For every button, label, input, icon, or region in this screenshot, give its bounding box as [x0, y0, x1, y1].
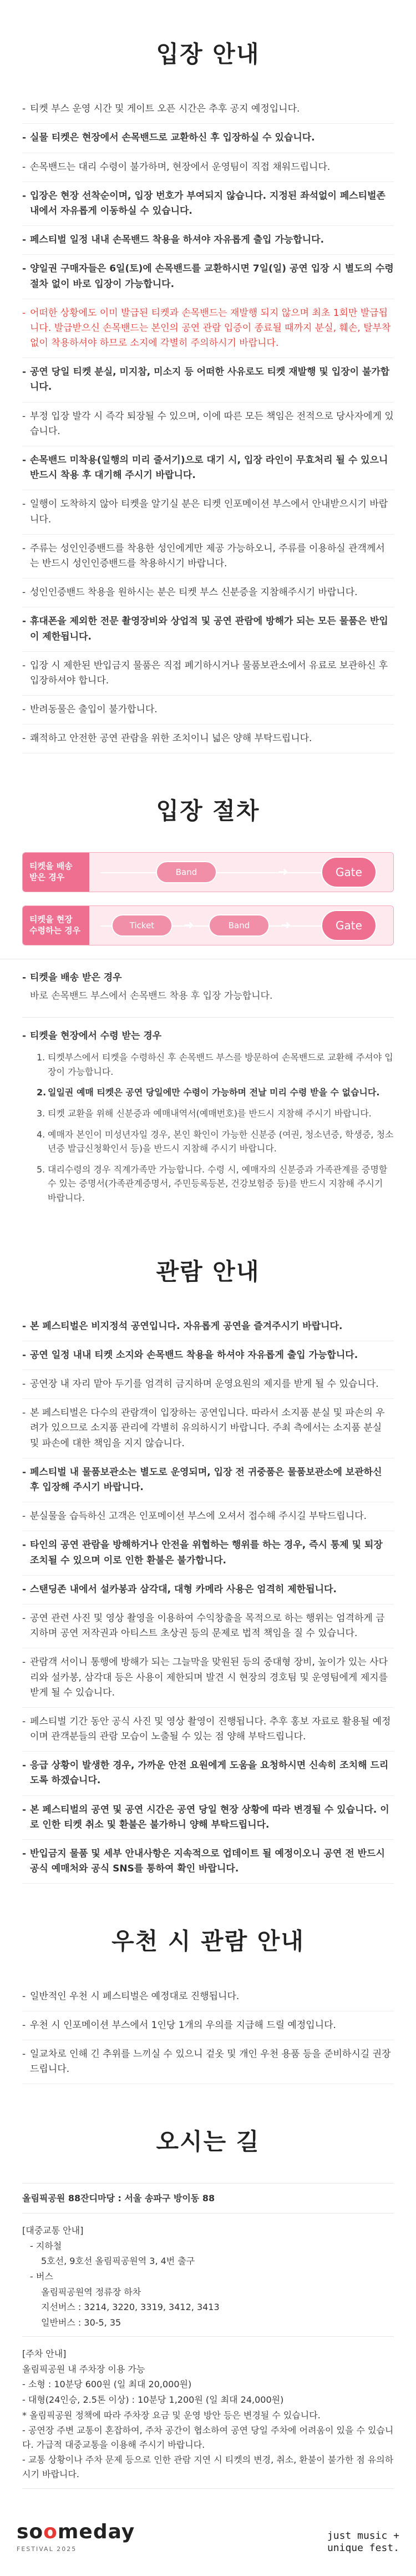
logo-accent: o	[43, 2520, 58, 2543]
divider	[22, 1017, 394, 1018]
parking-line: - 공연장 주변 교통이 혼잡하여, 주차 공간이 협소하여 공연 당일 주차에 어려움이 있을 수 있습니다. 가급적 대중교통을 이용해 주시기 바랍니다.	[22, 2425, 394, 2450]
transit-heading: [대중교통 안내]	[22, 2225, 84, 2236]
list-item: - 스탠딩존 내에서 설카봉과 삼각대, 대형 카메라 사용은 엄격히 제한됩니다.	[22, 1576, 394, 1604]
list-item: - 쾌적하고 안전한 공연 관람을 위한 조치이니 넓은 양해 부탁드립니다.	[22, 724, 394, 753]
list-item: - 본 페스티벌은 다수의 관람객이 입장하는 공연입니다. 따라서 소지품 분실 및 파손의 우려가 있으므로 소지품 관리에 각별히 유의하시기 바랍니다. 주최 측에서는 소지품 분실 및 파손에 대한 책임을 지지 않습니다.	[22, 1399, 394, 1458]
entry-procedure-title: 입장 절차	[156, 797, 260, 825]
list-item: - 입장은 현장 선착순이며, 입장 번호가 부여되지 않습니다. 지정된 좌석없이 페스티벌존 내에서 자유롭게 이동하실 수 있습니다.	[22, 182, 394, 226]
list-item: - 일행이 도착하지 않아 티켓을 알기실 분은 티켓 인포메이션 부스에서 안내받으시기 바랍니다.	[22, 490, 394, 534]
bus-line-general: 일반버스 : 30-5, 35	[41, 2317, 121, 2328]
venue-address: 올림픽공원 88잔디마당 : 서울 송파구 방이동 88	[22, 2183, 394, 2214]
step-number: 1.	[37, 1052, 45, 1063]
step-text: 티켓 교환을 위해 신분증과 예매내역서(예매번호)를 반드시 지참해 주시기 바랍니다.	[48, 1108, 372, 1119]
list-item: - 관람객 서이니 통행에 방해가 되는 그늘막을 맞원된 등의 중대형 장비, 높이가 있는 사다리와 설카봉, 삼각대 등은 사용이 제한되며 발견 시 현장의 경호팀 및 운영팀에게 제지를 받게 될 수 있습니다.	[22, 1648, 394, 1708]
parking-line: 올림픽공원 내 주차장 이용 가능	[22, 2363, 145, 2374]
list-item: - 주류는 성인인증밴드를 착용한 성인에게만 제공 가능하오니, 주류를 이용하실 관객께서는 반드시 성인인증밴드를 착용하시기 바랍니다.	[22, 535, 394, 578]
list-item: - 페스티벌 일정 내내 손목밴드 착용을 하셔야 자유롭게 출입 가능합니다.	[22, 226, 394, 255]
step-number: 3.	[37, 1108, 45, 1119]
procedure-step	[37, 1082, 394, 1103]
bus-label: - 버스	[30, 2271, 53, 2282]
ticket-step: Ticket	[111, 914, 173, 937]
list-item: - 휴대폰을 제외한 전문 촬영장비와 상업적 및 공연 관람에 방해가 되는 모든 물품은 반입이 제한됩니다.	[22, 607, 394, 651]
list-item: - 본 페스티벌의 공연 및 공연 시간은 공연 당일 현장 상황에 따라 변경될 수 있습니다. 이로 인한 티켓 취소 및 환불은 불가하니 양해 부탁드립니다.	[22, 1796, 394, 1840]
directions-section	[0, 2123, 416, 2488]
list-item: - 일교차로 인해 긴 추위를 느끼실 수 있으니 겉옷 및 개인 우천 용품 등을 준비하시길 권장드립니다.	[22, 2040, 394, 2084]
transit-block	[22, 2213, 394, 2337]
list-item: - 반려동물은 출입이 불가합니다.	[22, 696, 394, 724]
procedure-step	[37, 1159, 394, 1209]
list-item: - 부정 입장 발각 시 즉각 퇴장될 수 있으며, 이에 따른 모든 책임은 전적으로 당사자에게 있습니다.	[22, 402, 394, 446]
flow-onsite-label: 티켓을 현장 수령하는 경우	[23, 906, 89, 945]
gate-step: Gate	[321, 857, 377, 888]
entry-info-title: 입장 안내	[156, 41, 260, 68]
step-text: 대리수령의 경우 직계가족만 가능합니다. 수령 시, 예매자의 신분증과 가족관계를 증명할 수 있는 증명서(가족관계증명서, 주민등록등본, 건강보험증 등)를 반드시 지참해 주시기 바랍니다.	[48, 1164, 388, 1203]
rain-info-section	[0, 1923, 416, 2084]
parking-line: - 소형 : 10분당 600원 (일 최대 20,000원)	[22, 2379, 192, 2390]
case1-sub: 바로 손목밴드 부스에서 손목밴드 착용 후 입장 가능합니다.	[30, 990, 273, 1002]
list-item: - 우천 시 인포메이션 부스에서 1인당 1개의 우의를 지급해 드릴 예정입니다.	[22, 2011, 394, 2040]
step-number: 2.	[37, 1087, 47, 1098]
tagline-line1: just music +	[327, 2530, 399, 2542]
logo-subtitle: FESTIVAL 2025	[17, 2545, 77, 2553]
procedure-step	[37, 1047, 394, 1082]
directions-body	[0, 2183, 416, 2489]
viewing-info-list	[0, 1312, 416, 1884]
band-step: Band	[156, 861, 217, 883]
list-item: - 공연 관련 사진 및 영상 촬영을 이용하여 수익창출을 목적으로 하는 행위는 엄격하게 금지하며 공연 저작권과 아티스트 초상권 등의 문제로 법적 책임을 질 수 있습니다.	[22, 1604, 394, 1648]
arrow-icon: ➜	[278, 865, 288, 879]
bus-line-branch: 지선버스 : 3214, 3220, 3319, 3412, 3413	[41, 2302, 220, 2313]
list-item: - 손목밴드 미착용(일행의 미리 줄서기)으로 대기 시, 입장 라인이 무효처리 될 수 있으니 반드시 착용 후 대기해 주시기 바랍니다.	[22, 446, 394, 490]
procedure-step	[37, 1124, 394, 1159]
logo-part: so	[17, 2520, 44, 2543]
list-item: - 페스티벌 내 물품보관소는 별도로 운영되며, 입장 전 귀중품은 물품보관소에 보관하신 후 입장해 주시기 바랍니다.	[22, 1458, 394, 1502]
flow-delivered-track	[89, 853, 393, 892]
list-item: - 성인인증밴드 착용을 원하시는 분은 티켓 부스 신분증을 지참해주시기 바랍니다.	[22, 578, 394, 607]
entry-info-list	[0, 95, 416, 753]
list-item: - 반입금지 물품 및 세부 안내사항은 지속적으로 업데이트 될 예정이오니 공연 전 반드시 공식 예매처와 공식 SNS를 통하여 확인 바랍니다.	[22, 1840, 394, 1884]
footer	[0, 2489, 416, 2565]
parking-heading: [주차 안내]	[22, 2348, 67, 2359]
step-text: 일일권 예매 티켓은 공연 당일에만 수령이 가능하며 전날 미리 수령 받을 수 없습니다.	[48, 1087, 380, 1098]
flow-delivered	[22, 852, 394, 892]
procedure-list	[0, 965, 416, 1209]
list-item: - 타인의 공연 관람을 방해하거나 안전을 위협하는 행위를 하는 경우, 즉시 통제 및 퇴장 조치될 수 있으며 이로 인한 환불은 불가합니다.	[22, 1531, 394, 1575]
case1-head: - 티켓을 배송 받은 경우	[22, 965, 394, 989]
band-step: Band	[209, 914, 270, 937]
list-item: - 페스티벌 기간 동안 공식 사진 및 영상 촬영이 진행됩니다. 추후 홍보 자료로 활용될 예정이며 관객분들의 관람 모습이 노출될 수 있는 점 양해 부탁드립니다.	[22, 1708, 394, 1752]
entry-procedure-section	[0, 792, 416, 1208]
logo-wordmark	[17, 2522, 135, 2542]
parking-block	[22, 2337, 394, 2488]
list-item: - 실물 티켓은 현장에서 손목밴드로 교환하신 후 입장하실 수 있습니다.	[22, 124, 394, 153]
logo-part: meday	[57, 2520, 135, 2543]
step-text: 예매자 본인이 미성년자일 경우, 본인 확인이 가능한 신분증 (여권, 청소년증, 학생증, 청소년증 발급신청확인서 등)을 반드시 지참해 주시기 바랍니다.	[48, 1129, 394, 1154]
list-item: - 본 페스티벌은 비지정석 공연입니다. 자유롭게 공연을 즐겨주시기 바랍니다.	[22, 1312, 394, 1341]
rain-info-list	[0, 1983, 416, 2085]
step-number: 4.	[37, 1129, 45, 1140]
subway-label: - 지하철	[30, 2240, 62, 2251]
list-item: - 입장 시 제한된 반입금지 물품은 직접 폐기하시거나 물품보관소에서 유료로 보관하신 후 입장하셔야 합니다.	[22, 652, 394, 696]
list-item: - 공연 일정 내내 티켓 소지와 손목밴드 착용을 하셔야 자유롭게 출입 가능합니다.	[22, 1341, 394, 1370]
parking-line: - 대형(24인승, 2.5톤 이상) : 10분당 1,200원 (일 최대 24,000원)	[22, 2394, 284, 2406]
parking-line: - 교통 상황이나 주차 문제 등으로 인한 관람 지연 시 티켓의 변경, 취소, 환불이 불가한 점 유의하시기 바랍니다.	[22, 2454, 394, 2480]
list-item: - 티켓 부스 운영 시간 및 게이트 오픈 시간은 추후 공지 예정입니다.	[22, 95, 394, 124]
procedure-diagram	[0, 852, 416, 945]
procedure-step	[37, 1103, 394, 1124]
viewing-info-title: 관람 안내	[156, 1257, 260, 1285]
list-item: - 분실물을 습득하신 고객은 인포메이션 부스에 오셔서 접수해 주시길 부탁드립니다.	[22, 1502, 394, 1531]
bus-stop: 올림픽공원역 정류장 하차	[41, 2286, 141, 2297]
entry-info-section	[0, 36, 416, 753]
arrow-icon: ➜	[281, 918, 291, 933]
parking-line: * 올림픽공원 정책에 따라 주차장 요금 및 운영 방안 등은 변경될 수 있습니다.	[22, 2409, 321, 2421]
list-item: - 응급 상황이 발생한 경우, 가까운 안전 요원에게 도움을 요청하시면 신속히 조치해 드리도록 하겠습니다.	[22, 1752, 394, 1795]
tagline-line2: unique fest.	[327, 2542, 399, 2554]
arrow-icon: ➜	[184, 918, 194, 933]
list-item: - 공연 당일 티켓 분실, 미지참, 미소지 등 어떠한 사유로도 티켓 재발행 및 입장이 불가합니다.	[22, 358, 394, 402]
list-item: - 손목밴드는 대리 수령이 불가하며, 현장에서 운영팀이 직접 채워드립니다.	[22, 153, 394, 182]
list-item: - 일반적인 우천 시 페스티벌은 예정대로 진행됩니다.	[22, 1983, 394, 2011]
flow-onsite	[22, 905, 394, 945]
list-item: - 어떠한 상황에도 이미 발급된 티켓과 손목밴드는 재발행 되지 않으며 최초 1회만 발급됩니다. 발급받으신 손목밴드는 본인의 공연 관람 입증이 종료될 때까지 분실, 훼손, 탈부착없이 착용하셔야 하므로 소지에 각별히 주의하시기 바랍니다.	[22, 299, 394, 359]
rain-info-title: 우천 시 관람 안내	[111, 1928, 305, 1955]
step-number: 5.	[37, 1164, 45, 1175]
subway-value: 5호선, 9호선 올림픽공원역 3, 4번 출구	[41, 2256, 195, 2267]
flow-delivered-label: 티켓을 배송 받은 경우	[23, 853, 89, 892]
case2-steps	[22, 1047, 394, 1208]
viewing-info-section	[0, 1253, 416, 1884]
flow-onsite-track	[89, 906, 393, 945]
directions-title: 오시는 길	[156, 2128, 260, 2156]
tagline	[327, 2530, 399, 2554]
gate-step: Gate	[321, 910, 377, 941]
festival-logo	[17, 2522, 135, 2554]
step-text: 티켓부스에서 티켓을 수령하신 후 손목밴드 부스를 방문하여 손목밴드로 교환해 주셔야 입장이 가능합니다.	[48, 1052, 393, 1077]
list-item: - 공연장 내 자리 맡아 두기를 엄격히 금지하며 운영요원의 제지를 받게 될 수 있습니다.	[22, 1370, 394, 1399]
case2-head: - 티켓을 현장에서 수령 받는 경우	[22, 1023, 394, 1047]
list-item: - 양일권 구매자들은 6일(토)에 손목밴드를 교환하시면 7일(일) 공연 입장 시 별도의 수령절차 없이 바로 입장이 가능합니다.	[22, 255, 394, 299]
